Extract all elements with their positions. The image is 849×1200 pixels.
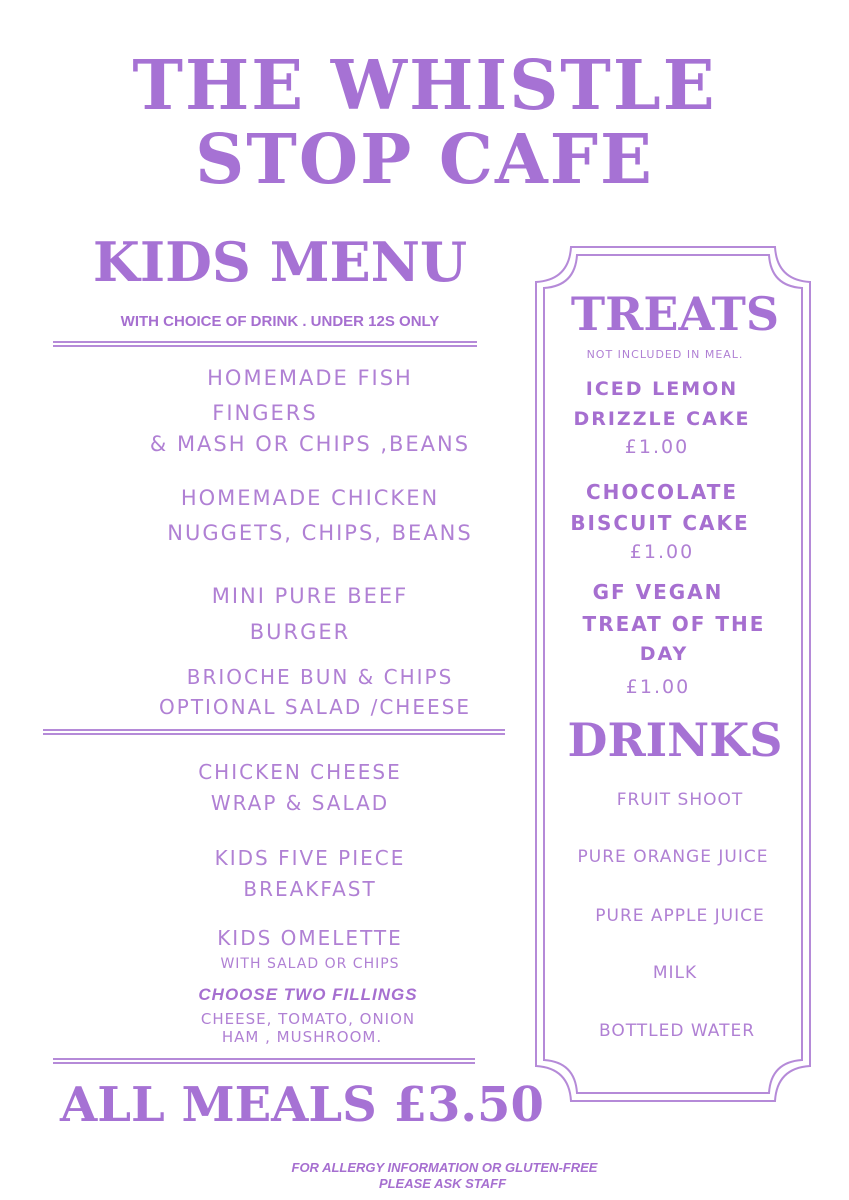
omelette-line2: WITH SALAD OR CHIPS [220,956,400,972]
drink-item: PURE ORANGE JUICE [577,847,769,867]
treat-3-line1: GF VEGAN [592,580,724,604]
cafe-name-line1: THE WHISTLE [132,46,717,126]
breakfast-line2: BREAKFAST [243,877,377,901]
drink-item: MILK [652,963,698,983]
divider-bottom [53,1058,475,1064]
treat-2-line2: BISCUIT CAKE [570,511,750,535]
treat-2-line1: CHOCOLATE [585,480,739,504]
footer-allergy-line1: FOR ALLERGY INFORMATION OR GLUTEN-FREE [291,1160,598,1175]
treat-3-line2: TREAT OF THE [582,612,766,636]
treat-3-line3: DAY [639,643,689,665]
treat-1-price: £1.00 [624,436,690,458]
fish-line1: HOMEMADE FISH [207,366,413,390]
treat-3-price: £1.00 [625,676,691,698]
treats-note: NOT INCLUDED IN MEAL. [586,348,744,361]
treat-1-line2: DRIZZLE CAKE [573,408,751,430]
footer-allergy-line2: PLEASE ASK STAFF [378,1176,507,1191]
wrap-line2: WRAP & SALAD [210,791,390,815]
chicken-line1: HOMEMADE CHICKEN [180,486,440,510]
divider-top [53,341,477,347]
kids-menu-heading: KIDS MENU [92,230,468,294]
omelette-choose-fillings: CHOOSE TWO FILLINGS [198,985,418,1004]
treat-2-price: £1.00 [629,541,695,563]
all-meals-price: ALL MEALS £3.50 [60,1077,544,1133]
breakfast-line1: KIDS FIVE PIECE [214,846,406,870]
drink-item: PURE APPLE JUICE [595,906,765,926]
drink-item: BOTTLED WATER [598,1021,756,1041]
treats-heading: TREATS [570,287,780,341]
divider-middle [43,729,505,735]
burger-line1: MINI PURE BEEF [211,584,409,608]
burger-line2: BURGER [249,620,351,644]
burger-line4: OPTIONAL SALAD /CHEESE [159,695,471,719]
kids-menu-subheading: WITH CHOICE OF DRINK . UNDER 12S ONLY [120,313,440,330]
fish-line3: & MASH OR CHIPS ,BEANS [149,432,471,456]
treat-1-line1: ICED LEMON [585,378,739,400]
burger-line3: BRIOCHE BUN & CHIPS [186,665,454,689]
cafe-name-line2: STOP CAFE [195,120,654,200]
omelette-fillings-line1: CHEESE, TOMATO, ONION [200,1010,416,1028]
omelette-line1: KIDS OMELETTE [217,926,403,950]
omelette-fillings-line2: HAM , MUSHROOM. [221,1028,383,1046]
chicken-line2: NUGGETS, CHIPS, BEANS [167,521,473,545]
drink-item: FRUIT SHOOT [616,790,744,810]
fish-line2: FINGERS [212,401,318,425]
wrap-line1: CHICKEN CHEESE [198,760,402,784]
drinks-heading: DRINKS [567,713,783,767]
